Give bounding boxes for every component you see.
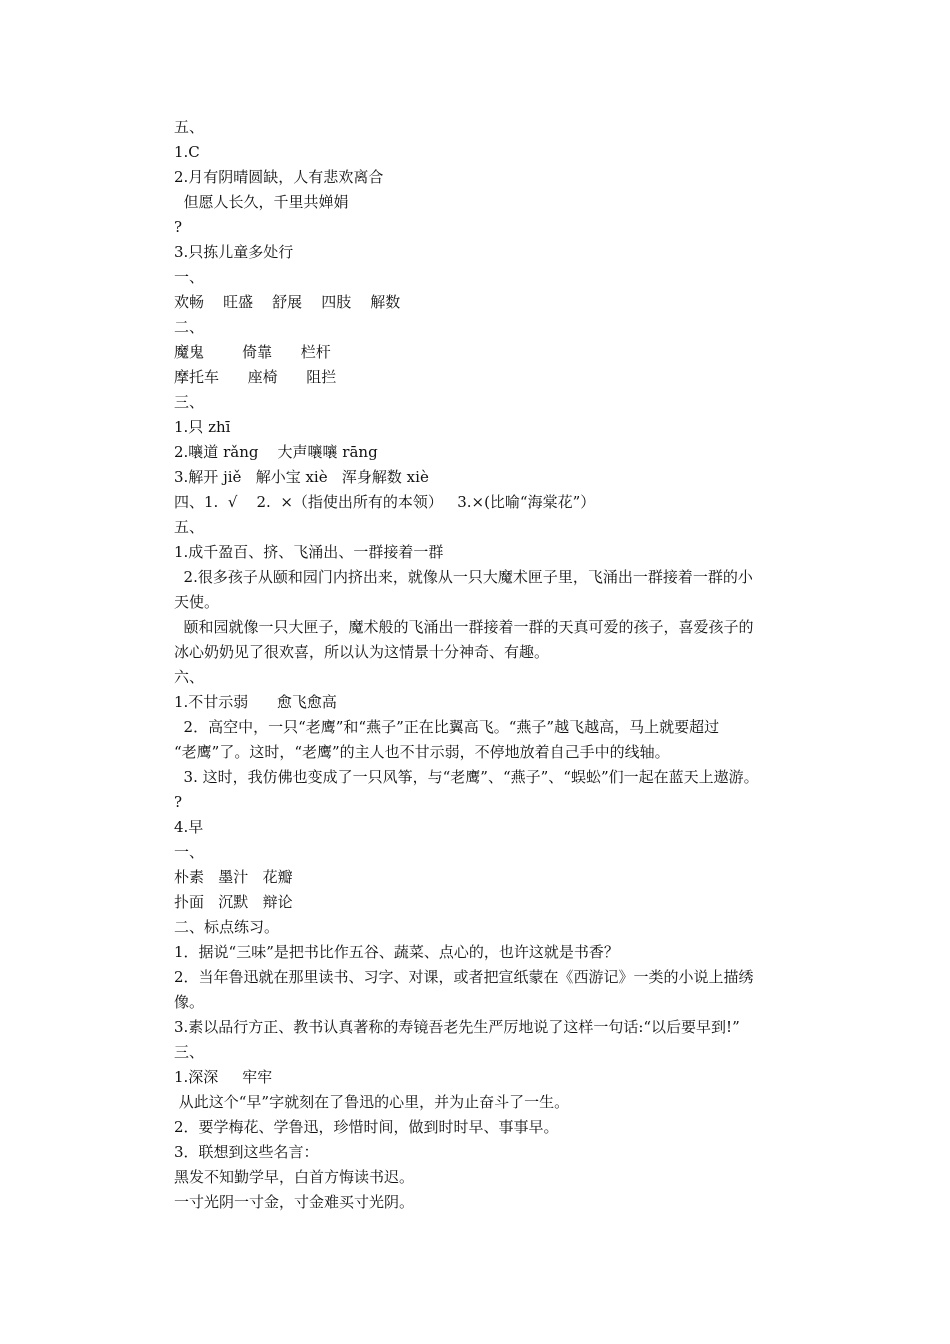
quote-line: 黑发不知勤学早，白首方悔读书迟。 — [174, 1168, 415, 1186]
word-list-line: 欢畅 旺盛 舒展 四肢 解数 — [174, 293, 401, 311]
word-list-line: 摩托车 座椅 阻拦 — [174, 368, 337, 386]
paragraph-line: 2．高空中，一只“老鹰”和“燕子”正在比翼高飞。“燕子”越飞越高，马上就要超过 — [174, 718, 720, 736]
paragraph-line: 3．联想到这些名言： — [174, 1143, 319, 1161]
pinyin-answer-line: 2.嚷道 rǎng 大声嚷嚷 rāng — [174, 443, 378, 461]
lesson-title: 4.早 — [174, 818, 204, 836]
judgement-answer-line: 四、1. √ 2. ×（指使出所有的本领） 3.×(比喻“海棠花”） — [174, 493, 596, 511]
question-mark-line: ? — [174, 218, 183, 236]
section-heading-5: 五、 — [174, 518, 205, 536]
pinyin-answer-line: 3.解开 jiě 解小宝 xiè 浑身解数 xiè — [174, 468, 429, 486]
answer-line: 1.成千盈百、挤、飞涌出、一群接着一群 — [174, 543, 444, 561]
paragraph-line: 天使。 — [174, 593, 220, 611]
answer-line: 2.月有阴晴圆缺，人有悲欢离合 — [174, 168, 384, 186]
section-heading-2: 二、 — [174, 318, 205, 336]
answer-line: 1.深深 牢牢 — [174, 1068, 273, 1086]
answer-line: 但愿人长久，千里共婵娟 — [174, 193, 349, 211]
paragraph-line: “老鹰”了。这时，“老鹰”的主人也不甘示弱，不停地放着自己手中的线轴。 — [174, 743, 670, 761]
paragraph-line: 2．当年鲁迅就在那里读书、习字、对课，或者把宣纸蒙在《西游记》一类的小说上描绣 — [174, 968, 754, 986]
section-heading-1: 一、 — [174, 843, 205, 861]
paragraph-line: 1．据说“三味”是把书比作五谷、蔬菜、点心的，也许这就是书香？ — [174, 943, 619, 961]
section-heading-3: 三、 — [174, 1043, 205, 1061]
pinyin-answer-line: 1.只 zhī — [174, 418, 231, 436]
section-heading-5: 五、 — [174, 118, 205, 136]
word-list-line: 扑面 沉默 辩论 — [174, 893, 293, 911]
paragraph-line: 从此这个“早”字就刻在了鲁迅的心里，并为止奋斗了一生。 — [174, 1093, 570, 1111]
paragraph-line: 冰心奶奶见了很欢喜，所以认为这情景十分神奇、有趣。 — [174, 643, 550, 661]
paragraph-line: 2．要学梅花、学鲁迅，珍惜时间，做到时时早、事事早。 — [174, 1118, 559, 1136]
word-list-line: 朴素 墨汁 花瓣 — [174, 868, 293, 886]
section-heading-2: 二、标点练习。 — [174, 918, 280, 936]
paragraph-line: 颐和园就像一只大匣子，魔术般的飞涌出一群接着一群的天真可爱的孩子，喜爱孩子的 — [174, 618, 754, 636]
paragraph-line: 3.素以品行方正、教书认真著称的寿镜吾老先生严厉地说了这样一句话:“以后要早到!” — [174, 1018, 740, 1036]
answer-line: 1.C — [174, 143, 200, 161]
paragraph-line: 3. 这时，我仿佛也变成了一只风筝，与“老鹰”、“燕子”、“蜈蚣”们一起在蓝天上遨游。 — [174, 768, 759, 786]
lesson-title: 3.只拣儿童多处行 — [174, 243, 294, 261]
quote-line: 一寸光阴一寸金，寸金难买寸光阴。 — [174, 1193, 415, 1211]
answer-line: 1.不甘示弱 愈飞愈高 — [174, 693, 337, 711]
section-heading-3: 三、 — [174, 393, 205, 411]
paragraph-line: 2.很多孩子从颐和园门内挤出来，就像从一只大魔术匣子里，飞涌出一群接着一群的小 — [174, 568, 753, 586]
section-heading-1: 一、 — [174, 268, 205, 286]
word-list-line: 魔鬼 倚靠 栏杆 — [174, 343, 331, 361]
paragraph-line: 像。 — [174, 993, 205, 1011]
question-mark-line: ? — [174, 793, 183, 811]
section-heading-6: 六、 — [174, 668, 205, 686]
